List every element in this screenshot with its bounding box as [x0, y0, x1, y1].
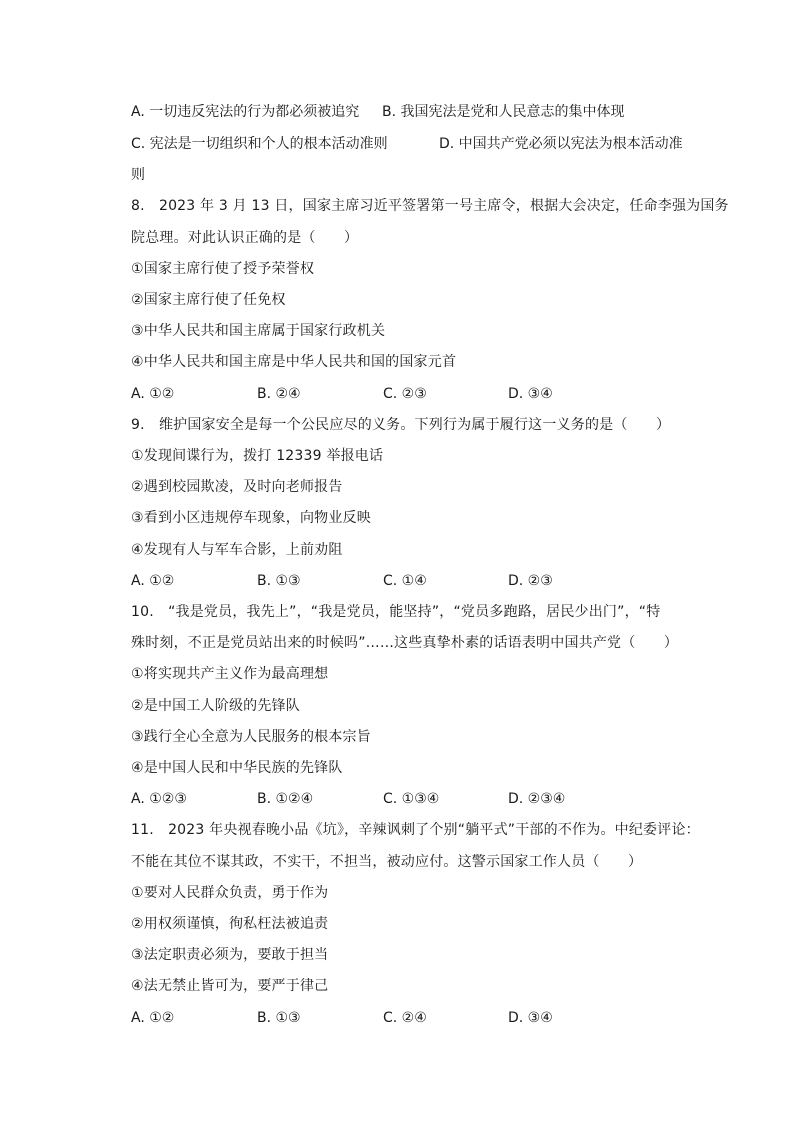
q7-option-d-continued: 则 [131, 167, 146, 183]
q8-stem-line-1: 8. 2023 年 3 月 13 日，国家主席习近平签署第一号主席令，根据大会决定，任命李强为国务 [131, 198, 729, 214]
q11-choices-row [131, 1009, 691, 1027]
q9-choice-a: A. ①② [131, 573, 175, 589]
q7-option-c: C. 宪法是一切组织和个人的根本活动准则 [131, 136, 388, 152]
q10-choices-row [131, 790, 691, 808]
q10-choice-c: C. ①③④ [383, 791, 440, 807]
q8-choices-row [131, 385, 691, 403]
q7-option-b: B. 我国宪法是党和人民意志的集中体现 [382, 104, 625, 120]
q10-statement-4: ④是中国人民和中华民族的先锋队 [131, 760, 343, 776]
q8-statement-1: ①国家主席行使了授予荣誉权 [131, 261, 315, 277]
q11-stem-line-1: 11. 2023 年央视春晚小品《坑》，辛辣讽刺了个别“躺平式”干部的不作为。中纪委评论： [131, 822, 700, 838]
q8-statement-3: ③中华人民共和国主席属于国家行政机关 [131, 323, 386, 339]
q10-stem-line-2: 殊时刻，不正是党员站出来的时候吗”……这些真挚朴素的话语表明中国共产党（ ） [131, 635, 679, 651]
q11-choice-a: A. ①② [131, 1010, 175, 1026]
q11-statement-4: ④法无禁止皆可为，要严于律己 [131, 978, 329, 994]
q11-stem-line-2: 不能在其位不谋其政，不实干，不担当，被动应付。这警示国家工作人员（ ） [131, 854, 643, 870]
q9-choices-row [131, 572, 691, 590]
q9-choice-c: C. ①④ [383, 573, 427, 589]
q7-option-a: A. 一切违反宪法的行为都必须被追究 [131, 104, 360, 120]
q10-statement-3: ③践行全心全意为人民服务的根本宗旨 [131, 729, 371, 745]
q9-statement-1: ①发现间谍行为，拨打 12339 举报电话 [131, 448, 384, 464]
q11-statement-1: ①要对人民群众负责，勇于作为 [131, 885, 329, 901]
q7-options-row-1 [131, 103, 691, 121]
q7-option-d: D. 中国共产党必须以宪法为根本活动准 [439, 136, 683, 152]
q9-choice-b: B. ①③ [257, 573, 301, 589]
q10-choice-d: D. ②③④ [508, 791, 566, 807]
q9-stem-line-1: 9. 维护国家安全是每一个公民应尽的义务。下列行为属于履行这一义务的是（ ） [131, 417, 671, 433]
q8-choice-c: C. ②③ [383, 386, 427, 402]
q11-statement-2: ②用权须谨慎，徇私枉法被追责 [131, 916, 329, 932]
q7-options-row-2 [131, 135, 691, 153]
q8-choice-a: A. ①② [131, 386, 175, 402]
q11-choice-d: D. ③④ [508, 1010, 553, 1026]
q11-choice-c: C. ②④ [383, 1010, 427, 1026]
q10-stem-line-1: 10. “我是党员，我先上”，“我是党员，能坚持”，“党员多跑路，居民少出门”，“特 [131, 604, 661, 620]
q10-statement-1: ①将实现共产主义作为最高理想 [131, 666, 329, 682]
q9-statement-3: ③看到小区违规停车现象，向物业反映 [131, 510, 371, 526]
q8-choice-b: B. ②④ [257, 386, 301, 402]
q9-statement-2: ②遇到校园欺凌，及时向老师报告 [131, 479, 343, 495]
q11-choice-b: B. ①③ [257, 1010, 301, 1026]
q10-statement-2: ②是中国工人阶级的先锋队 [131, 698, 300, 714]
q9-statement-4: ④发现有人与军车合影，上前劝阻 [131, 542, 343, 558]
q8-statement-4: ④中华人民共和国主席是中华人民共和国的国家元首 [131, 354, 457, 370]
q8-choice-d: D. ③④ [508, 386, 553, 402]
q8-stem-line-2: 院总理。对此认识正确的是（ ） [131, 230, 359, 246]
q10-choice-b: B. ①②④ [257, 791, 314, 807]
q10-choice-a: A. ①②③ [131, 791, 187, 807]
q11-statement-3: ③法定职责必须为，要敢于担当 [131, 947, 329, 963]
q9-choice-d: D. ②③ [508, 573, 553, 589]
q8-statement-2: ②国家主席行使了任免权 [131, 292, 286, 308]
